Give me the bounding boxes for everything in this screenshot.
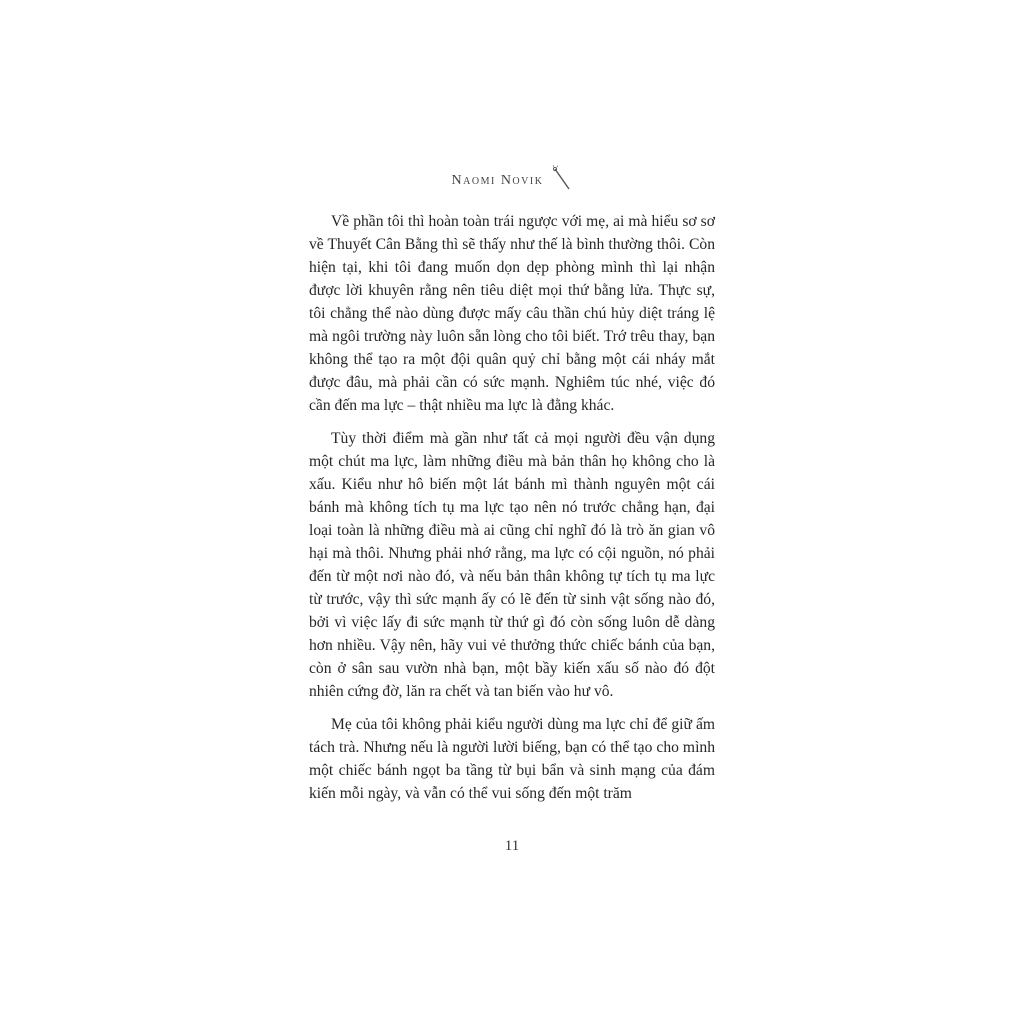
paragraph-1: Về phần tôi thì hoàn toàn trái ngược với mẹ, ai mà hiểu sơ sơ về Thuyết Cân Bằng thì sẽ thấy như thế là bình thường thôi. Còn hiện tại, khi tôi đang muốn dọn dẹp phòng mình thì lại nhận được lời khuyên rằng nên tiêu diệt mọi thứ bằng lửa. Thực sự, tôi chẳng thể nào dùng được mấy câu thần chú hủy diệt tráng lệ mà ngôi trường này luôn sẵn lòng cho tôi biết. Trớ trêu thay, bạn không thể tạo ra một đội quân quỷ chỉ bằng một cái nháy mắt được đâu, mà phải cần có sức mạnh. Nghiêm túc nhé, việc đó cần đến ma lực – thật nhiều ma lực là đằng khác. [309,213,715,414]
author-name: Naomi Novik [451,172,544,188]
page-number: 11 [504,838,520,854]
body-text [309,210,715,815]
paragraph-3: Mẹ của tôi không phải kiểu người dùng ma lực chỉ để giữ ấm tách trà. Nhưng nếu là người lười biếng, bạn có thể tạo cho mình một chiếc bánh ngọt ba tầng từ bụi bẩn và sinh mạng của đám kiến mỗi ngày, và vẫn có thể vui sống đến một trăm [309,716,715,802]
paragraph-2: Tùy thời điểm mà gần như tất cả mọi người đều vận dụng một chút ma lực, làm những điều mà bản thân họ không cho là xấu. Kiểu như hô biến một lát bánh mì thành nguyên một cái bánh mà không tích tụ ma lực tạo nên nó trước chẳng hạn, đại loại toàn là những điều mà ai cũng chỉ nghĩ đó là trò ăn gian vô hại mà thôi. Nhưng phải nhớ rằng, ma lực có cội nguồn, nó phải đến từ một nơi nào đó, và nếu bản thân không tự tích tụ ma lực từ trước, vậy thì sức mạnh ấy có lẽ đến từ sinh vật sống nào đó, bởi vì việc lấy đi sức mạnh từ thứ gì đó còn sống luôn dễ dàng hơn nhiều. Vậy nên, hãy vui vẻ thưởng thức chiếc bánh của bạn, còn ở sân sau vườn nhà bạn, một bầy kiến xấu số nào đó đột nhiên cứng đờ, lăn ra chết và tan biến vào hư vô. [309,430,715,700]
magic-wand-icon [552,164,572,197]
running-header [0,164,1024,197]
